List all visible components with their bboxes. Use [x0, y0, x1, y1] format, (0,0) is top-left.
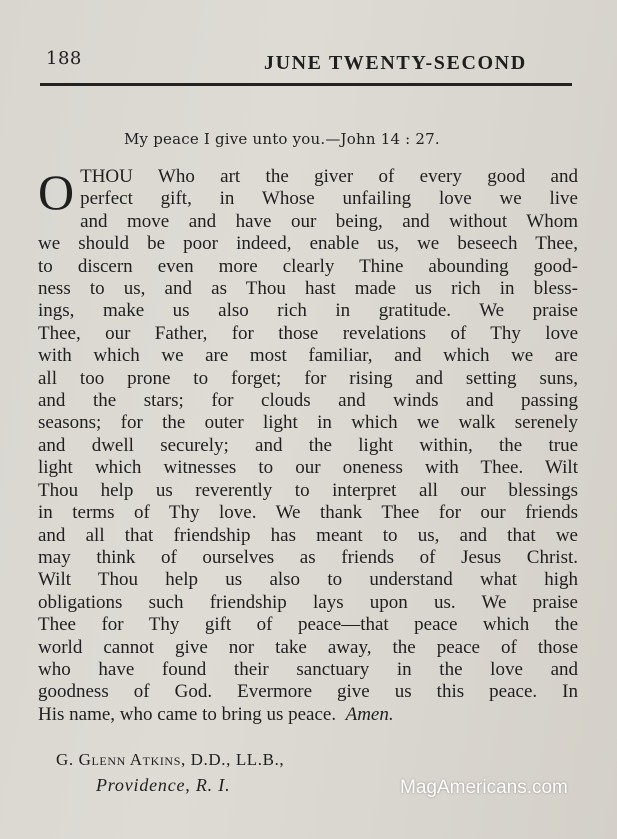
prayer-line: Thee, our Father, for those revelations of Thy love [38, 322, 578, 344]
drop-cap: O [38, 164, 75, 220]
prayer-line-final [38, 704, 578, 726]
prayer-line: obligations such friendship lays upon us. We praise [38, 591, 578, 613]
prayer-line: ness to us, and as Thou hast made us rich in bless- [38, 278, 578, 300]
prayer-line: who have found their sanctuary in the love and [38, 658, 578, 680]
epigraph-verse: My peace I give unto you.—John 14 : 27. [124, 130, 440, 148]
prayer-text [38, 166, 578, 726]
prayer-line: and move and have our being, and without Whom [80, 210, 578, 232]
prayer-line: light which witnesses to our oneness with Thee. Wilt [38, 457, 578, 479]
prayer-line: may think of ourselves as friends of Jesus Christ. [38, 546, 578, 568]
prayer-line: to discern even more clearly Thine abounding good- [38, 255, 578, 277]
prayer-line: perfect gift, in Whose unfailing love we live [80, 188, 578, 210]
author-name: G. Glenn Atkins, D.D., LL.B., [56, 750, 285, 769]
prayer-line: Thee for Thy gift of peace—that peace which the [38, 614, 578, 636]
author-location: Providence, R. I. [96, 775, 231, 795]
prayer-line: in terms of Thy love. We thank Thee for our friends [38, 502, 578, 524]
prayer-line: THOU Who art the giver of every good and [80, 166, 578, 187]
site-watermark: MagAmericans.com [400, 777, 568, 798]
prayer-line: ings, make us also rich in gratitude. We praise [38, 300, 578, 322]
prayer-line: and the stars; for clouds and winds and passing [38, 390, 578, 412]
prayer-line: goodness of God. Evermore give us this peace. In [38, 681, 578, 703]
prayer-line: world cannot give nor take away, the peace of those [38, 636, 578, 658]
amen-closing: Amen. [345, 703, 394, 725]
prayer-line: Thou help us reverently to interpret all our blessings [38, 479, 578, 501]
prayer-line: and dwell securely; and the light within, the true [38, 434, 578, 456]
page-number: 188 [46, 48, 82, 69]
prayer-line: Wilt Thou help us also to understand what high [38, 569, 578, 591]
header-divider [40, 83, 572, 86]
prayer-line: and all that friendship has meant to us, and that we [38, 524, 578, 546]
prayer-line: all too prone to forget; for rising and setting suns, [38, 367, 578, 389]
prayer-line: with which we are most familiar, and which we are [38, 345, 578, 367]
prayer-line: we should be poor indeed, enable us, we beseech Thee, [38, 233, 578, 255]
page-title: JUNE TWENTY-SECOND [264, 52, 527, 74]
prayer-line: seasons; for the outer light in which we walk serenely [38, 412, 578, 434]
prayer-final-text: His name, who came to bring us peace. [38, 703, 337, 725]
